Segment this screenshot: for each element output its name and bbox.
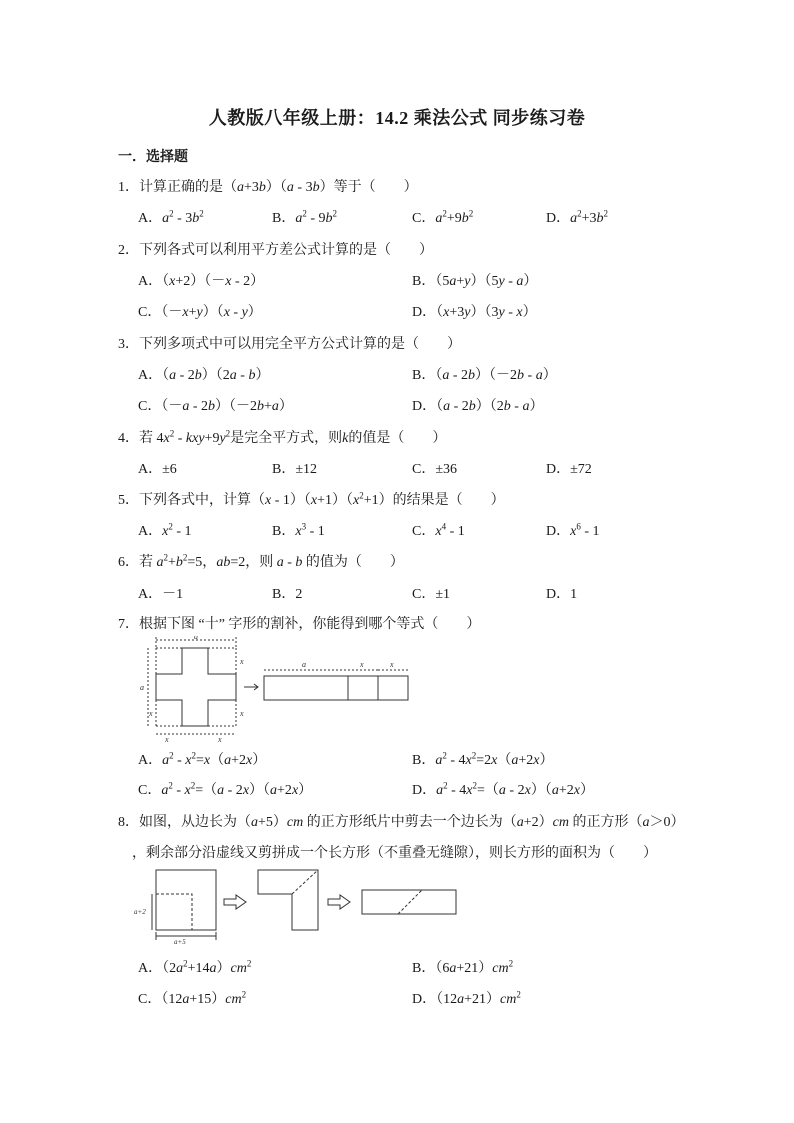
q1-option-a[interactable]: A．$a^2 - 3b^2$: [138, 208, 204, 226]
q8-option-d[interactable]: D．$(12a+21)cm^2$: [412, 989, 521, 1007]
q3-option-b[interactable]: B．（a - 2b）（－2b - a）: [412, 368, 557, 383]
long-rectangle: [264, 676, 408, 700]
question-8-stem-line2: ，剩余部分沿虚线又剪拼成一个长方形（不重叠无缝隙），则长方形的面积为（ ）: [132, 846, 657, 861]
question-6-stem: 6．若 $a^2+b^2=5$，ab=2，则 a - b 的值为（ ）: [118, 552, 404, 570]
q4-option-a[interactable]: A．±6: [138, 462, 177, 477]
q5-option-c[interactable]: C．$x^4 - 1$: [412, 521, 465, 539]
question-8-stem-line1: 8．如图，从边长为（a+5）cm 的正方形纸片中剪去一个边长为（a+2）cm 的正方形（a＞0）: [118, 815, 685, 830]
label-x-right-top: x: [240, 657, 244, 666]
q7-option-d[interactable]: D．$a^2 - 4x^2=(a - 2x)(a+2x)$: [412, 780, 594, 798]
arrow-2: [328, 895, 350, 909]
question-1-stem: 1．计算正确的是（a+3b）（a - 3b）等于（ ）: [118, 180, 418, 195]
question-3-stem: 3．下列多项式中可以用完全平方公式计算的是（ ）: [118, 337, 461, 352]
label-a-plus-2: a+2: [134, 908, 146, 916]
result-rectangle: [362, 890, 456, 914]
question-4-stem: 4．若 $4x^2 - kxy+9y^2$是完全平方式，则k的值是（ ）: [118, 428, 447, 446]
q5-option-a[interactable]: A．$x^2 - 1$: [138, 521, 192, 539]
q3-option-d[interactable]: D．（a - 2b）（2b - a）: [412, 399, 544, 414]
q6-option-b[interactable]: B．2: [272, 587, 303, 602]
page-title: 人教版八年级上册：14.2 乘法公式 同步练习卷: [208, 108, 586, 128]
square-cut-figure: [132, 862, 462, 944]
label-x-bottom-left: x: [165, 735, 169, 742]
question-5-stem: 5．下列各式中，计算$(x - 1)(x+1)(x^2+1)$的结果是（ ）: [118, 490, 505, 508]
label-x-rect-1: x: [360, 660, 364, 669]
label-x-right-bottom: x: [240, 709, 244, 718]
label-x-left: x: [149, 709, 153, 718]
q5-option-d[interactable]: D．$x^6 - 1$: [546, 521, 600, 539]
q8-option-b[interactable]: B．$(6a+21)cm^2$: [412, 958, 514, 976]
q2-option-b[interactable]: B．（5a+y）（5y - a）: [412, 274, 538, 289]
label-x-rect-2: x: [390, 660, 394, 669]
q6-option-c[interactable]: C．±1: [412, 587, 451, 602]
q3-option-a[interactable]: A．（a - 2b）（2a - b）: [138, 368, 270, 383]
q8-option-a[interactable]: A．$(2a^2+14a)cm^2$: [138, 958, 252, 976]
inner-square-cut: [156, 894, 192, 930]
label-x-bottom-right: x: [218, 735, 222, 742]
label-a-plus-5: a+5: [174, 938, 186, 944]
q6-option-d[interactable]: D．1: [546, 587, 578, 602]
cross-shape: [156, 648, 236, 726]
outer-square: [156, 870, 216, 930]
q1-option-d[interactable]: D．$a^2+3b^2$: [546, 208, 609, 226]
q6-option-a[interactable]: A．－1: [138, 587, 184, 602]
question-2-stem: 2．下列各式可以利用平方差公式计算的是（ ）: [118, 243, 433, 258]
q2-option-a[interactable]: A．（x+2）（－x - 2）: [138, 274, 265, 289]
q5-option-b[interactable]: B．$x^3 - 1$: [272, 521, 325, 539]
q4-option-c[interactable]: C．±36: [412, 462, 458, 477]
q3-option-c[interactable]: C．（－a - 2b）（－2b+a）: [138, 399, 293, 414]
q4-option-b[interactable]: B．±12: [272, 462, 318, 477]
q2-option-d[interactable]: D．（x+3y）（3y - x）: [412, 305, 537, 320]
label-a-rect: a: [302, 660, 306, 669]
q2-option-c[interactable]: C．（－x+y）（x - y）: [138, 305, 262, 320]
label-a-left: a: [140, 683, 144, 692]
l-shape: [258, 870, 318, 930]
q1-option-b[interactable]: B．$a^2 - 9b^2$: [272, 208, 338, 226]
q7-option-b[interactable]: B．$a^2 - 4x^2=2x(a+2x)$: [412, 750, 554, 768]
question-7-stem: 7．根据下图 “十” 字形的割补，你能得到哪个等式（ ）: [118, 617, 481, 632]
section-heading: 一．选择题: [118, 150, 188, 165]
q4-option-d[interactable]: D．±72: [546, 462, 592, 477]
label-a-top: a: [194, 636, 198, 641]
q7-option-a[interactable]: A．$a^2 - x^2=x(a+2x)$: [138, 750, 267, 768]
q1-option-c[interactable]: C．$a^2+9b^2$: [412, 208, 474, 226]
q8-option-c[interactable]: C．$(12a+15)cm^2$: [138, 989, 247, 1007]
q7-option-c[interactable]: C．$a^2 - x^2=(a - 2x)(a+2x)$: [138, 780, 313, 798]
cross-dissection-figure: [136, 636, 416, 742]
arrow-1: [224, 895, 246, 909]
